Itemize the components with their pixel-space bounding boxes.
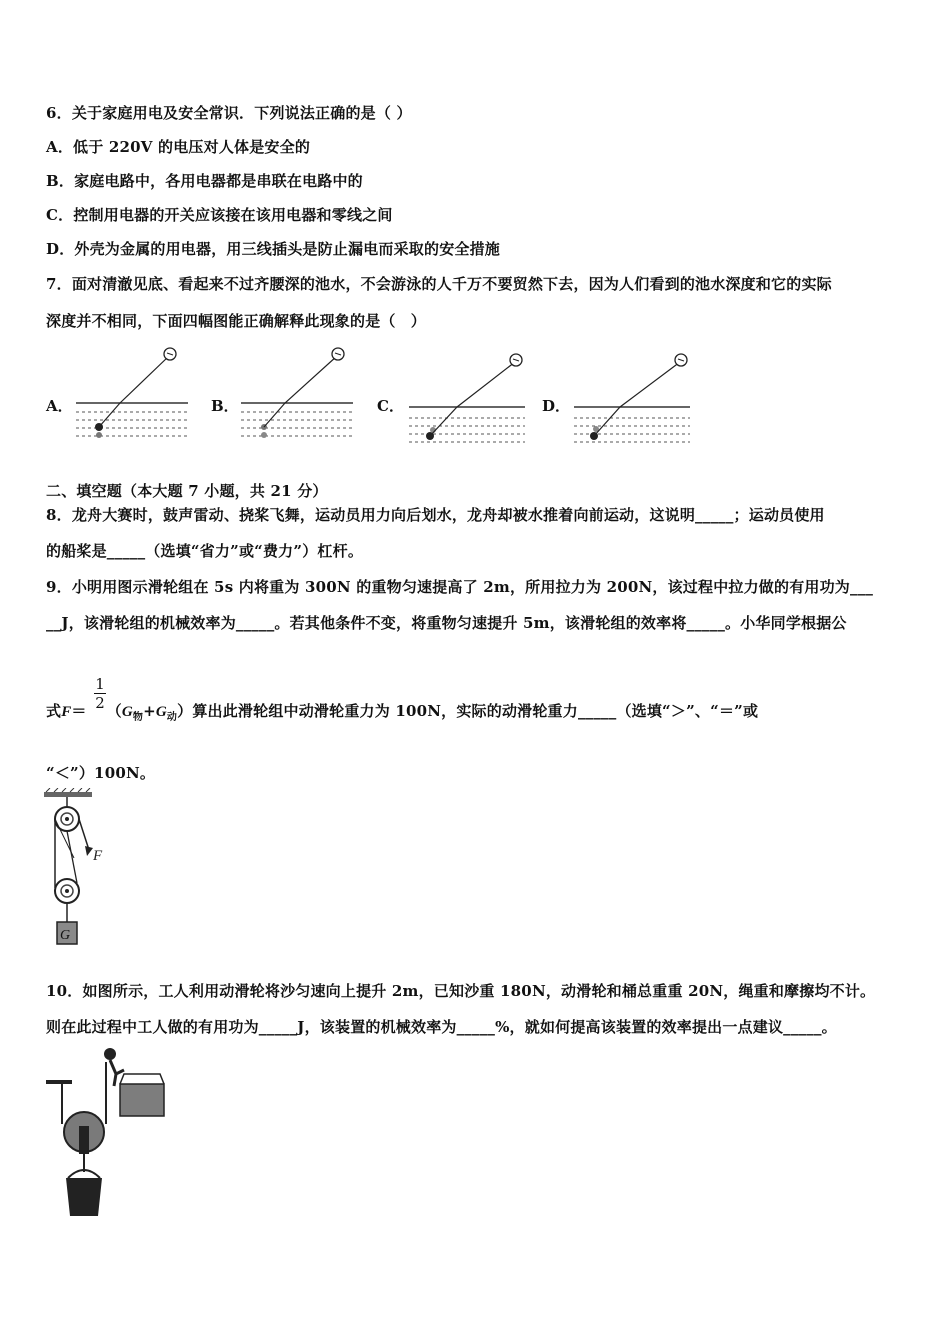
q7-stem-line1: 7．面对清澈见底、看起来不过齐腰深的池水，不会游泳的人千万不要贸然下去，因为人们看到的池水深度和它的实际 [46,275,832,293]
q9-formula-open: （ [106,702,122,720]
q10-pulley-figure [44,1044,174,1224]
q9-fraction [94,676,106,711]
q7-figure-a [72,342,192,446]
q9-formula-line [46,700,758,723]
q6-option-b: B．家庭电路中，各用电器都是串联在电路中的 [46,172,363,190]
q7-option-b-label: B． [211,397,239,415]
q9-line1: 9．小明用图示滑轮组在 5s 内将重为 300N 的重物匀速提高了 2m，所用拉力为 200N，该过程中拉力做的有用功为___ [46,578,874,596]
q9-force-label: F [93,848,103,864]
q9-formula-f: F [61,704,72,720]
q8-line2: 的船桨是_____（选填“省力”或“费力”）杠杆。 [46,542,364,560]
q9-formula-g1: G [121,704,133,720]
q9-formula-g2: G [155,704,167,720]
q6-option-c: C．控制用电器的开关应该接在该用电器和零线之间 [46,206,393,224]
q6-stem: 6．关于家庭用电及安全常识．下列说法正确的是（ ） [46,104,412,122]
q9-formula-eq: ＝ [71,702,87,720]
q7-option-d-label: D． [542,397,571,415]
q7-option-a-label: A． [46,397,73,415]
q7-figure-b [237,342,357,446]
q7-figure-c [405,350,530,448]
q9-formula-sub2: 动 [166,712,178,723]
section2-title: 二、填空题（本大题 7 小题，共 21 分） [46,482,328,500]
q9-formula-prefix: 式 [46,702,62,720]
q8-line1: 8．龙舟大赛时，鼓声雷动、挠桨飞舞，运动员用力向后划水，龙舟却被水推着向前运动，这说明_____；运动员使用 [46,506,825,524]
q9-weight-label: G [60,928,71,943]
q10-line2: 则在此过程中工人做的有用功为_____J，该装置的机械效率为_____%，就如何提高该装置的效率提出一点建议_____。 [46,1018,837,1036]
q9-line3-rest: 算出此滑轮组中动滑轮重力为 100N，实际的动滑轮重力_____（选填“＞”、“＝”或 [192,702,759,720]
q9-pulley-figure [40,788,120,950]
q10-line1: 10．如图所示，工人利用动滑轮将沙匀速向上提升 2m，已知沙重 180N，动滑轮和桶总重重 20N，绳重和摩擦均不计。 [46,982,876,1000]
q6-option-a: A．低于 220V 的电压对人体是安全的 [46,138,311,156]
q9-fraction-numerator: 1 [95,675,105,693]
q9-formula-close: ） [177,702,193,720]
q9-formula-sub1: 物 [132,712,144,723]
q9-formula-plus: + [143,702,156,720]
q9-line4: “＜”）100N。 [46,764,156,782]
q7-stem-line2: 深度并不相同，下面四幅图能正确解释此现象的是（ ） [46,312,427,330]
q9-line2: __J，该滑轮组的机械效率为_____。若其他条件不变，将重物匀速提升 5m，该滑轮组的效率将_____。小华同学根据公 [46,614,847,632]
q9-fraction-denominator: 2 [95,694,105,712]
q7-figure-d [570,350,695,448]
q7-option-c-label: C． [377,397,404,415]
q6-option-d: D．外壳为金属的用电器，用三线插头是防止漏电而采取的安全措施 [46,240,501,258]
